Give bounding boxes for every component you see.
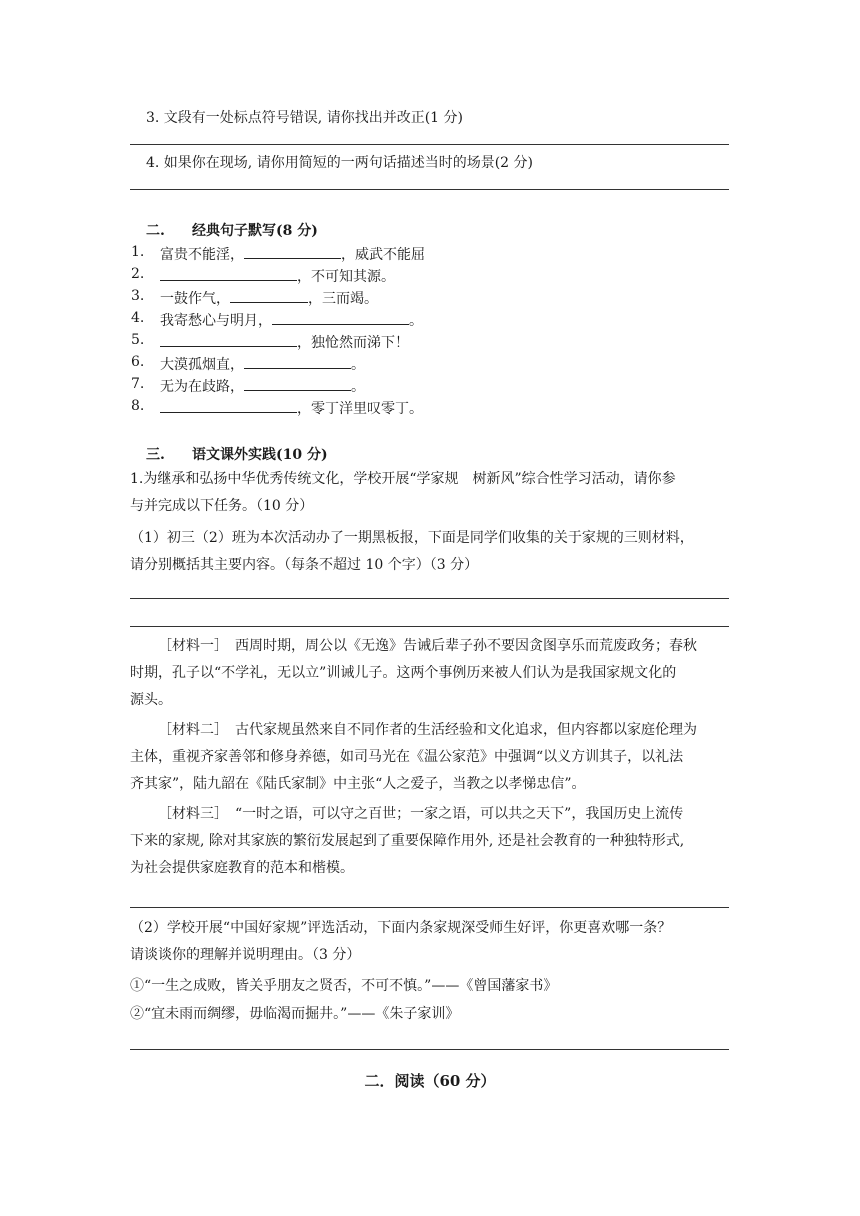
answer-line [130, 626, 729, 627]
section2-number: 二. [146, 223, 165, 239]
item-text-after: ，威武不能屈 [341, 247, 425, 263]
section3-number: 三. [146, 447, 165, 463]
answer-line [130, 1049, 729, 1050]
item-text-after: ，零丁洋里叹零丁。 [297, 401, 423, 417]
fill-blank[interactable] [230, 290, 308, 303]
item-number: 5. [131, 332, 145, 348]
material3-line2: 下来的家规, 除对其家族的繁衍发展起到了重要保障作用外, 还是社会教育的一种独特形式, [130, 833, 685, 849]
task2-prompt-line1: （2）学校开展“中国好家规”评选活动，下面内条家规深受师生好评，你更喜欢哪一条？ [130, 920, 672, 936]
item-number: 2. [131, 266, 145, 282]
section2-title: 经典句子默写(8 分) [192, 223, 318, 239]
material2-line2: 主体，重视齐家善邻和修身养德，如司马光在《温公家范》中强调“以义方训其子，以礼法 [130, 749, 684, 765]
item-text-before: 我寄愁心与明月， [160, 313, 272, 329]
fill-blank[interactable] [160, 400, 297, 413]
item-text-before: 富贵不能淫， [160, 247, 244, 263]
activity-intro-line1: 1.为继承和弘扬中华优秀传统文化，学校开展“学家规 树新风”综合性学习活动，请你参 [130, 471, 676, 487]
material2-line3: 齐其家”，陆九韶在《陆氏家制》中主张“人之爱子，当教之以孝悌忠信”。 [130, 776, 586, 792]
item-number: 8. [131, 398, 145, 414]
section3-title: 语文课外实践(10 分) [192, 447, 328, 463]
fill-blank[interactable] [244, 246, 341, 259]
answer-line [130, 189, 729, 190]
task2-prompt-line2: 请谈谈你的理解并说明理由。（3 分） [130, 947, 361, 963]
answer-line [130, 144, 729, 145]
answer-line [130, 598, 729, 599]
item-text-after: ，独怆然而涕下！ [297, 335, 409, 351]
fill-blank[interactable] [272, 312, 409, 325]
item-number: 7. [131, 376, 145, 392]
task1-prompt-line1: （1）初三（2）班为本次活动办了一期黑板报，下面是同学们收集的关于家规的三则材料， [130, 530, 694, 546]
fill-blank[interactable] [244, 356, 351, 369]
item-text-after: ，三而竭。 [308, 291, 378, 307]
item-text-before: 大漠孤烟直， [160, 357, 244, 373]
item-number: 3. [131, 288, 145, 304]
activity-intro-line2: 与并完成以下任务。（10 分） [130, 498, 314, 514]
material1-line2: 时期，孔子以“不学礼，无以立”训诫儿子。这两个事例历来被人们认为是我国家规文化的 [130, 665, 677, 681]
part2-heading: 二．阅读（60 分） [364, 1072, 496, 1090]
item-number: 6. [131, 354, 145, 370]
material3-line1: ［材料三］ “一时之语，可以守之百世；一家之语，可以共之天下”，我国历史上流传 [158, 806, 684, 822]
fill-blank[interactable] [160, 334, 297, 347]
family-rule-option-2: ②“宜未雨而绸缪，毋临渴而掘井。”——《朱子家训》 [130, 1006, 460, 1022]
question-3: 3. 文段有一处标点符号错误, 请你找出并改正(1 分) [146, 110, 463, 126]
family-rule-option-1: ①“一生之成败，皆关乎朋友之贤否，不可不慎。”——《曾国藩家书》 [130, 978, 558, 994]
item-text-before: 一鼓作气， [160, 291, 230, 307]
material3-line3: 为社会提供家庭教育的范本和楷模。 [130, 860, 354, 876]
fill-blank[interactable] [160, 268, 297, 281]
section2-heading [146, 220, 546, 240]
section3-heading [146, 444, 546, 464]
task1-prompt-line2: 请分别概括其主要内容。（每条不超过 10 个字）（3 分） [130, 557, 479, 573]
item-number: 4. [131, 310, 145, 326]
item-text-after: ，不可知其源。 [297, 269, 395, 285]
item-text-after: 。 [409, 313, 423, 329]
question-4: 4. 如果你在现场, 请你用简短的一两句话描述当时的场景(2 分) [146, 155, 533, 171]
fill-blank[interactable] [244, 378, 351, 391]
answer-line [130, 907, 729, 908]
item-text-before: 无为在歧路， [160, 379, 244, 395]
item-text-after: 。 [351, 357, 365, 373]
item-number: 1. [131, 244, 145, 260]
material1-line1: ［材料一］ 西周时期，周公以《无逸》告诫后辈子孙不要因贪图享乐而荒废政务；春秋 [158, 638, 697, 654]
material1-line3: 源头。 [130, 692, 172, 708]
material2-line1: ［材料二］ 古代家规虽然来自不同作者的生活经验和文化追求，但内容都以家庭伦理为 [158, 722, 697, 738]
item-text-after: 。 [351, 379, 365, 395]
